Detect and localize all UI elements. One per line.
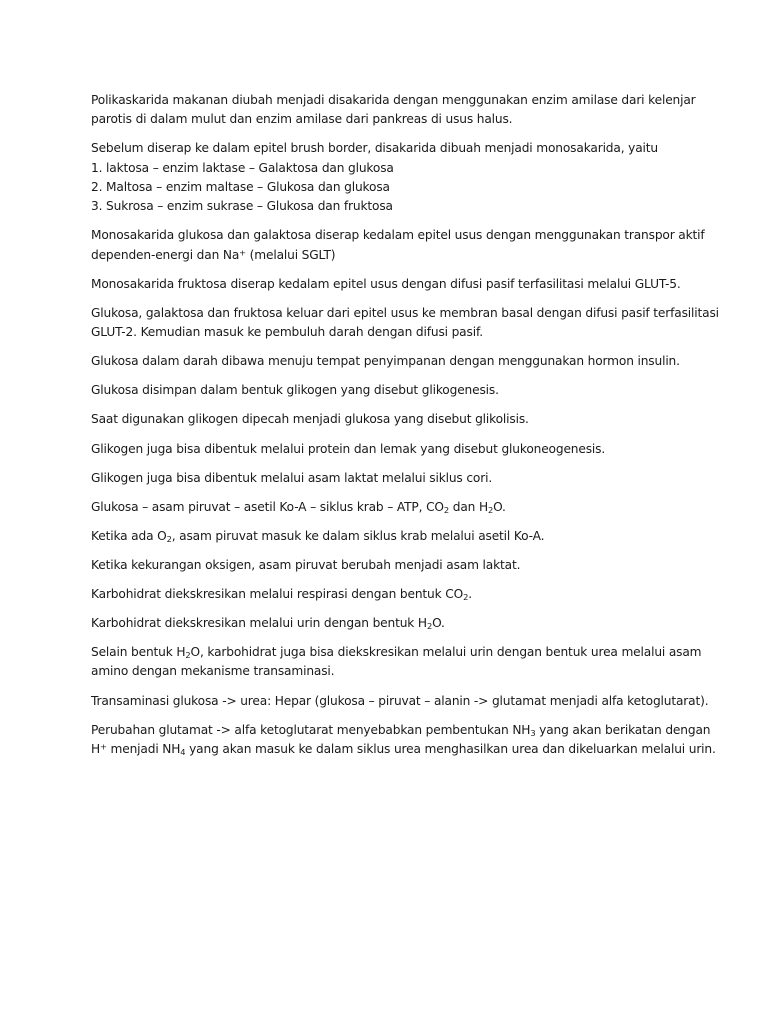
text-line	[91, 585, 681, 604]
paragraph	[91, 91, 696, 130]
text-run: amino dengan mekanisme transaminasi.	[91, 664, 335, 679]
text-run: 3. Sukrosa – enzim sukrase – Glukosa dan fruktosa	[91, 199, 393, 214]
text-line	[91, 469, 681, 488]
document-body	[91, 91, 719, 769]
text-run: Monosakarida fruktosa diserap kedalam epitel usus dengan difusi pasif terfasilitasi melalui GLUT-5.	[91, 276, 681, 291]
text-run: H	[91, 741, 101, 756]
text-run: Polikaskarida makanan diubah menjadi disakarida dengan menggunakan enzim amilase dari kelenjar	[91, 93, 696, 107]
text-run: Glikogen juga bisa dibentuk melalui asam laktat melalui siklus cori.	[91, 470, 493, 485]
paragraph	[91, 614, 681, 633]
subscript: 2	[426, 621, 433, 632]
text-run: Karbohidrat diekskresikan melalui urin dengan bentuk H	[91, 616, 427, 631]
text-line	[91, 721, 711, 740]
text-line	[91, 352, 681, 371]
paragraph	[91, 721, 716, 760]
text-line	[91, 440, 681, 459]
text-line	[91, 197, 681, 216]
paragraph	[91, 139, 681, 216]
paragraph	[91, 440, 681, 459]
subscript: 2	[443, 504, 450, 515]
text-run: yang akan berikatan dengan	[535, 722, 711, 737]
text-line	[91, 323, 681, 342]
paragraph	[91, 556, 681, 575]
text-run: menjadi NH	[106, 741, 181, 756]
superscript: +	[100, 741, 107, 752]
paragraph	[91, 410, 681, 429]
text-line	[91, 246, 681, 265]
paragraph	[91, 226, 705, 265]
text-run: Glukosa – asam piruvat – asetil Ko-A – siklus krab – ATP, CO	[91, 499, 444, 514]
text-line	[91, 556, 681, 575]
text-line	[91, 178, 681, 197]
subscript: 2	[166, 533, 172, 544]
text-run: 1. laktosa – enzim laktase – Galaktosa dan glukosa	[91, 160, 394, 175]
text-run: Glukosa dalam darah dibawa menuju tempat penyimpanan dengan menggunakan hormon insulin.	[91, 354, 680, 369]
text-line	[91, 410, 681, 429]
text-run: GLUT-2. Kemudian masuk ke pembuluh darah dengan difusi pasif.	[91, 325, 483, 340]
superscript: +	[239, 246, 246, 257]
text-run: Sebelum diserap ke dalam epitel brush border, disakarida dibuah menjadi monosakarida, yaitu	[91, 141, 658, 156]
paragraph	[91, 304, 719, 343]
text-line	[91, 527, 681, 546]
text-line	[91, 110, 681, 129]
text-run: Transaminasi glukosa -> urea: Hepar (glukosa – piruvat – alanin -> glutamat menjadi alfa ketoglutarat).	[91, 693, 709, 708]
paragraph	[91, 585, 681, 604]
text-run: 2. Maltosa – enzim maltase – Glukosa dan glukosa	[91, 179, 390, 194]
text-line	[91, 643, 702, 662]
text-run: O.	[432, 616, 445, 631]
text-run: Karbohidrat diekskresikan melalui respirasi dengan bentuk CO	[91, 587, 464, 601]
paragraph	[91, 692, 709, 711]
text-run: O, karbohidrat juga bisa diekskresikan melalui urin dengan bentuk urea melalui asam	[190, 645, 702, 660]
text-run: Perubahan glutamat -> alfa ketoglutarat menyebabkan pembentukan NH	[91, 722, 531, 737]
text-line	[91, 304, 719, 323]
subscript: 4	[180, 747, 186, 758]
text-run: Saat digunakan glikogen dipecah menjadi glukosa yang disebut glikolisis.	[91, 412, 529, 427]
text-run: Glukosa disimpan dalam bentuk glikogen yang disebut glikogenesis.	[91, 383, 499, 398]
text-run: yang akan masuk ke dalam siklus urea menghasilkan urea dan dikeluarkan melalui urin.	[185, 741, 716, 756]
subscript: 2	[463, 592, 469, 603]
text-run: dependen-energi dan Na	[91, 247, 240, 262]
text-run: O.	[493, 499, 506, 514]
text-run: Glikogen juga bisa dibentuk melalui protein dan lemak yang disebut glukoneogenesis.	[91, 441, 606, 456]
subscript: 3	[530, 727, 536, 738]
paragraph	[91, 643, 702, 682]
text-line	[91, 91, 696, 110]
paragraph	[91, 498, 681, 517]
paragraph	[91, 527, 681, 546]
text-line	[91, 226, 705, 245]
text-run: Monosakarida glukosa dan galaktosa diserap kedalam epitel usus dengan menggunakan transpor aktif	[91, 228, 705, 243]
paragraph	[91, 352, 681, 371]
text-line	[91, 159, 681, 178]
text-line	[91, 498, 681, 517]
text-line	[91, 692, 709, 711]
text-line	[91, 740, 716, 759]
text-run: parotis di dalam mulut dan enzim amilase dari pankreas di usus halus.	[91, 112, 513, 127]
text-run: .	[468, 587, 472, 601]
subscript: 2	[185, 650, 191, 661]
text-line	[91, 662, 681, 681]
text-run: , asam piruvat masuk ke dalam siklus krab melalui asetil Ko-A.	[171, 528, 545, 543]
text-line	[91, 614, 681, 633]
text-run: Ketika ada O	[91, 528, 167, 543]
text-run: Ketika kekurangan oksigen, asam piruvat berubah menjadi asam laktat.	[91, 557, 521, 572]
paragraph	[91, 469, 681, 488]
text-run: Glukosa, galaktosa dan fruktosa keluar dari epitel usus ke membran basal dengan difusi pasif terfasilitasi	[91, 305, 719, 320]
paragraph	[91, 275, 681, 294]
text-run: (melalui SGLT)	[245, 247, 336, 262]
text-line	[91, 139, 681, 158]
text-run: Selain bentuk H	[91, 645, 186, 660]
paragraph	[91, 381, 681, 400]
text-line	[91, 381, 681, 400]
subscript: 2	[487, 504, 494, 515]
text-line	[91, 275, 681, 294]
text-run: dan H	[449, 499, 488, 514]
